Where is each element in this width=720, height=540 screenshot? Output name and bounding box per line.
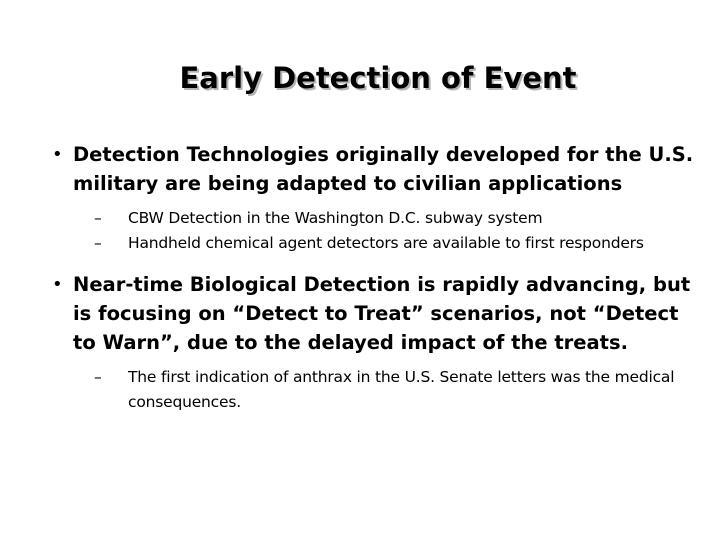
sub-bullet-marker: – xyxy=(94,234,102,252)
sub-bullet-text: CBW Detection in the Washington D.C. subway system xyxy=(128,209,543,227)
bullet-item xyxy=(52,140,702,256)
bullet-list xyxy=(52,140,702,415)
bullet-marker: • xyxy=(52,274,63,295)
slide-title: Early Detection of Event xyxy=(179,61,577,95)
bullet-marker: • xyxy=(52,144,63,165)
sub-bullet-marker: – xyxy=(94,368,102,386)
sub-bullet-item xyxy=(94,206,702,231)
sub-bullet-item xyxy=(94,231,702,256)
bullet-text: Near-time Biological Detection is rapidly advancing, but is focusing on “Detect to Treat” scenarios, not “Detect to Warn”, due to the delayed impact of the treats. xyxy=(73,273,691,354)
sub-bullet-list xyxy=(94,206,702,256)
sub-bullet-list xyxy=(94,365,702,415)
sub-bullet-text: The first indication of anthrax in the U.S. Senate letters was the medical consequences. xyxy=(128,368,675,411)
sub-bullet-text: Handheld chemical agent detectors are available to first responders xyxy=(128,234,644,252)
sub-bullet-marker: – xyxy=(94,209,102,227)
bullet-text: Detection Technologies originally developed for the U.S. military are being adapted to civilian applications xyxy=(73,143,694,195)
bullet-item xyxy=(52,270,702,415)
sub-bullet-item xyxy=(94,365,702,415)
